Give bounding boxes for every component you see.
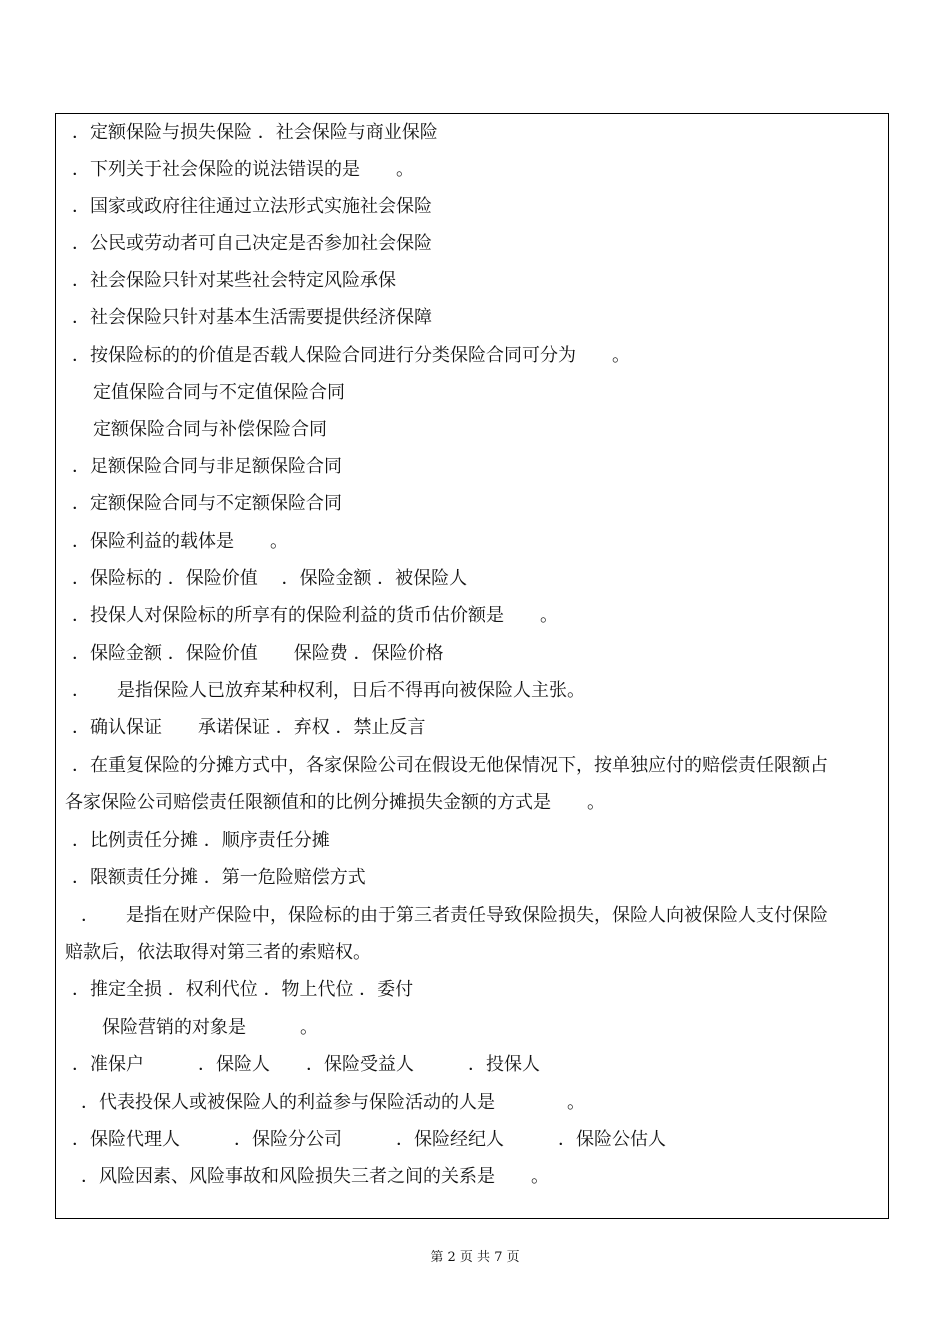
text-line: ．定额保险与损失保险 ．社会保险与商业保险 <box>72 122 438 143</box>
option-line: ．社会保险只针对某些社会特定风险承保 <box>72 270 396 291</box>
option-line: ．国家或政府往往通过立法形式实施社会保险 <box>72 196 432 217</box>
option-line: ．确认保证 承诺保证 ．弃权 ．禁止反言 <box>72 717 426 738</box>
question-line: ．风险因素、风险事故和风险损失三者之间的关系是 。 <box>81 1166 549 1187</box>
question-line: ．按保险标的的价值是否载人保险合同进行分类保险合同可分为 。 <box>72 345 630 366</box>
question-line: ．保险利益的载体是 。 <box>72 531 288 552</box>
option-line: ．足额保险合同与非足额保险合同 <box>72 456 342 477</box>
option-line: ．保险代理人 ．保险分公司 ．保险经纪人 ．保险公估人 <box>72 1129 666 1150</box>
option-line: 定额保险合同与补偿保险合同 <box>93 419 327 440</box>
question-line: ．在重复保险的分摊方式中，各家保险公司在假设无他保情况下，按单独应付的赔偿责任限额占 <box>72 755 828 776</box>
option-line: ．定额保险合同与不定额保险合同 <box>72 493 342 514</box>
page-number-footer: 第 2 页 共 7 页 <box>430 1250 520 1265</box>
option-line: ．公民或劳动者可自己决定是否参加社会保险 <box>72 233 432 254</box>
question-line-continued: 各家保险公司赔偿责任限额值和的比例分摊损失金额的方式是 。 <box>65 792 605 813</box>
option-line: ．保险标的 ．保险价值 ．保险金额 ．被保险人 <box>72 568 468 589</box>
option-line: 定值保险合同与不定值保险合同 <box>93 382 345 403</box>
option-line: ．限额责任分摊 ．第一危险赔偿方式 <box>72 867 366 888</box>
option-line: ．保险金额 ．保险价值 保险费 ．保险价格 <box>72 643 444 664</box>
question-line: ．投保人对保险标的所享有的保险利益的货币估价额是 。 <box>72 605 558 626</box>
content-frame <box>55 113 889 1219</box>
question-line: ． 是指在财产保险中，保险标的由于第三者责任导致保险损失，保险人向被保险人支付保险 <box>81 905 828 926</box>
option-line: ．社会保险只针对基本生活需要提供经济保障 <box>72 307 432 328</box>
option-line: ．准保户 ．保险人 ．保险受益人 ．投保人 <box>72 1054 540 1075</box>
question-line: 保险营销的对象是 。 <box>102 1017 318 1038</box>
question-line: ．代表投保人或被保险人的利益参与保险活动的人是 。 <box>81 1092 585 1113</box>
option-line: ．比例责任分摊 ．顺序责任分摊 <box>72 830 330 851</box>
option-line: ．推定全损 ．权利代位 ．物上代位 ．委付 <box>72 979 414 1000</box>
question-line: ． 是指保险人已放弃某种权利，日后不得再向被保险人主张。 <box>72 680 585 701</box>
question-line: ．下列关于社会保险的说法错误的是 。 <box>72 159 414 180</box>
question-line-continued: 赔款后，依法取得对第三者的索赔权。 <box>65 942 371 963</box>
